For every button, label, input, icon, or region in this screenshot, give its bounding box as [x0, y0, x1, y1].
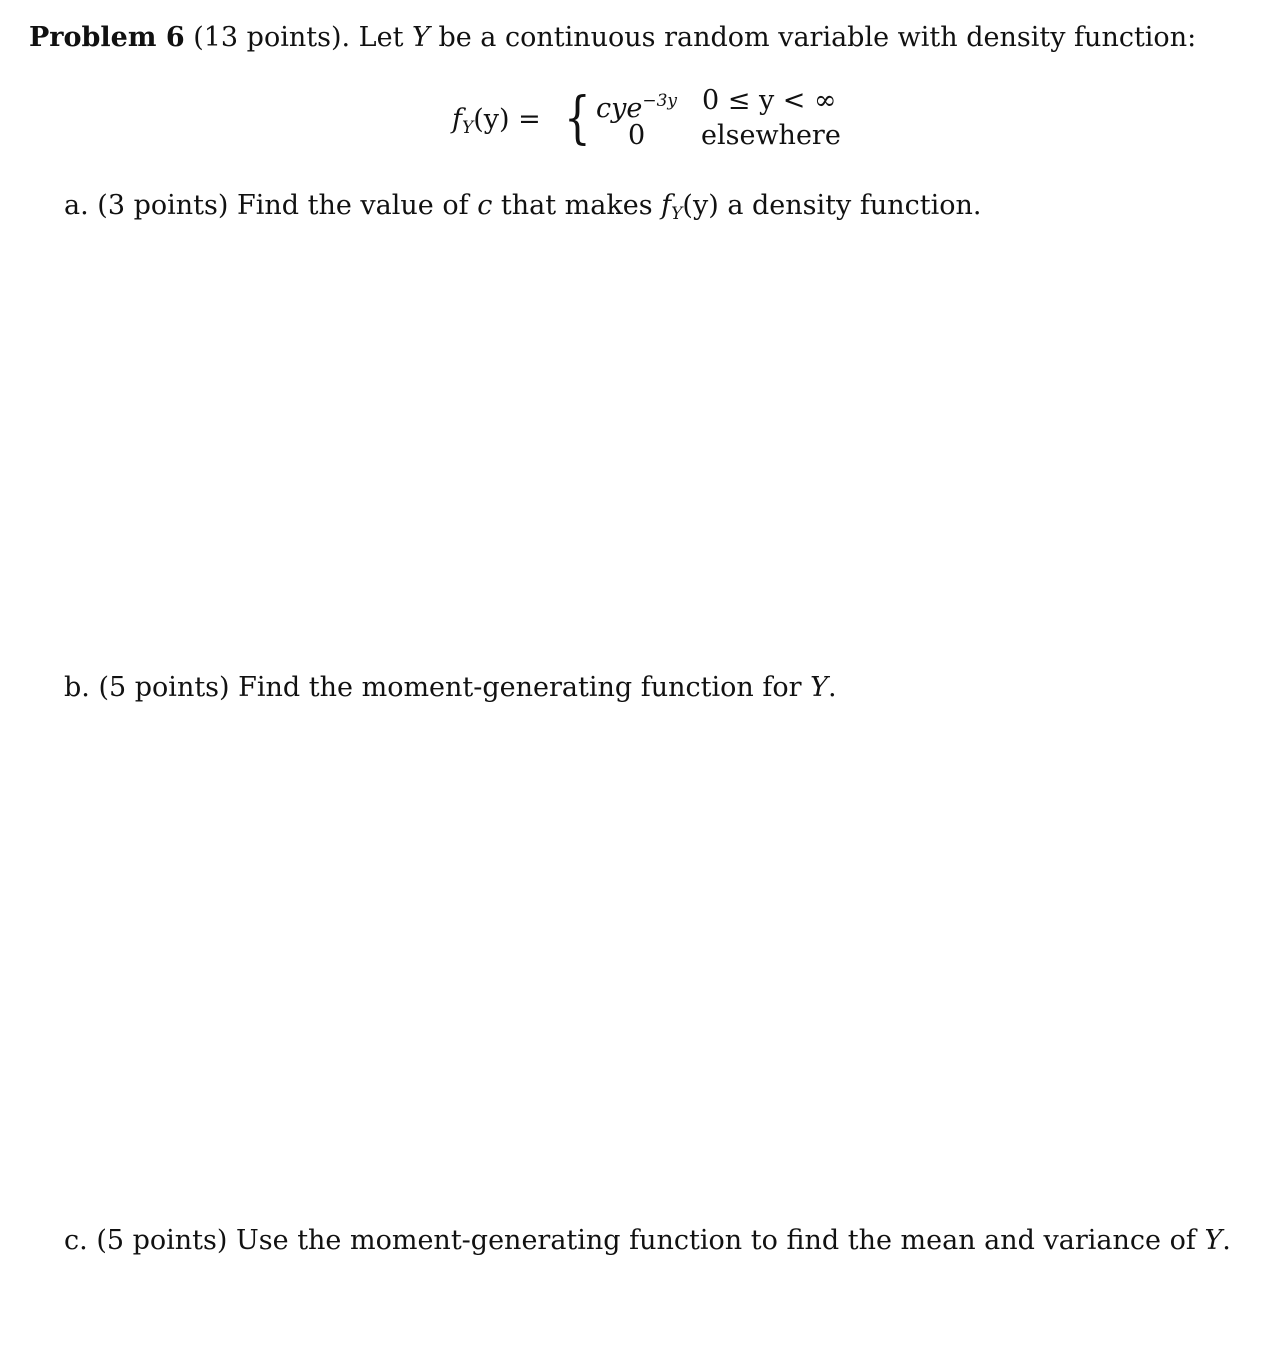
part-b	[64, 671, 837, 705]
problem-variable: Y	[412, 22, 430, 53]
part-b-points: (5 points)	[98, 672, 230, 703]
case2-condition: elsewhere	[701, 120, 841, 151]
part-a-sub: Y	[671, 204, 683, 224]
part-a-arg: (y)	[682, 190, 719, 221]
part-a-f: f	[661, 190, 672, 221]
part-a-points: (3 points)	[97, 190, 229, 221]
part-c-end: .	[1222, 1225, 1231, 1256]
part-b-label: b.	[64, 672, 90, 703]
case1-exponent: −3y	[642, 91, 678, 111]
problem-statement	[29, 21, 1196, 55]
part-a-func	[661, 190, 719, 224]
formula-lhs	[452, 104, 541, 138]
part-a-label: a.	[64, 190, 89, 221]
part-b-var: Y	[810, 672, 828, 703]
part-c-text: Use the moment-generating function to find the mean and variance of	[236, 1225, 1196, 1256]
formula-arg: (y) =	[473, 104, 541, 135]
formula-f: f	[452, 104, 462, 135]
problem-points: (13 points).	[193, 22, 351, 53]
left-brace: {	[564, 86, 591, 151]
formula-subscript: Y	[462, 118, 474, 138]
part-a-var: c	[477, 190, 493, 221]
case1-base: cye	[596, 93, 643, 124]
part-a-text2: that makes	[500, 190, 653, 221]
part-a	[64, 189, 981, 231]
density-formula	[452, 84, 852, 164]
part-c-label: c.	[64, 1225, 88, 1256]
part-c-var: Y	[1204, 1225, 1223, 1256]
case1-condition: 0 ≤ y < ∞	[702, 85, 837, 116]
part-a-text1: Find the value of	[236, 190, 469, 221]
part-b-end: .	[827, 672, 837, 703]
problem-text: be a continuous random variable with density function:	[438, 22, 1197, 53]
part-c-points: (5 points)	[96, 1225, 228, 1256]
problem-label: Problem 6	[29, 22, 185, 53]
part-b-text: Find the moment-generating function for	[238, 672, 802, 703]
case2-expression: 0	[628, 120, 646, 151]
part-c	[64, 1224, 1231, 1258]
problem-intro: Let	[358, 22, 404, 53]
case1-expression	[596, 86, 677, 124]
part-a-text3: a density function.	[727, 190, 982, 221]
